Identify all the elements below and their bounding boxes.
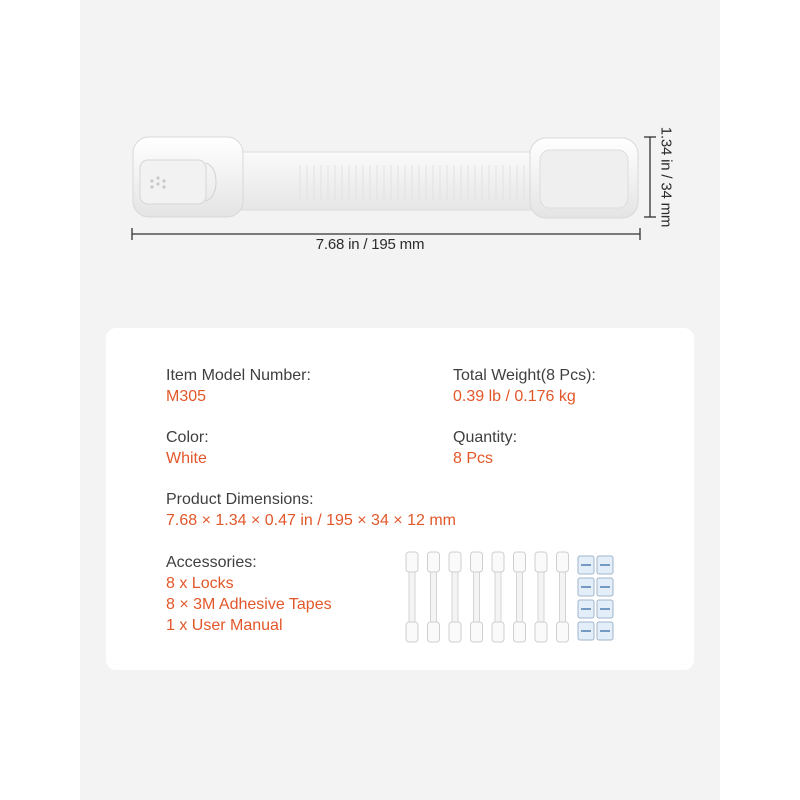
accessory-item: 1 x User Manual <box>166 617 283 634</box>
spec-product-dimensions <box>166 489 456 531</box>
spec-quantity <box>453 427 517 469</box>
mini-lock-icon <box>428 552 440 642</box>
mini-lock-icon <box>406 552 418 642</box>
lock-strap <box>225 152 545 210</box>
mini-adhesive-tape-icon <box>578 578 594 596</box>
spec-model-value: M305 <box>166 388 207 405</box>
mini-adhesive-tape-icon <box>597 578 613 596</box>
mini-lock-icon <box>535 552 547 642</box>
mini-adhesive-tape-icon <box>578 556 594 574</box>
spec-quantity-label: Quantity: <box>453 429 518 446</box>
mini-lock-icon <box>514 552 526 642</box>
lock-left-housing <box>133 137 243 217</box>
spec-model-label: Item Model Number: <box>166 367 311 384</box>
spec-color-value: White <box>166 450 207 467</box>
height-dimension-line <box>644 137 656 217</box>
mini-adhesive-tape-icon <box>578 622 594 640</box>
spec-weight-label: Total Weight(8 Pcs): <box>453 367 596 384</box>
accessory-item: 8 x Locks <box>166 575 234 592</box>
spec-color-label: Color: <box>166 429 209 446</box>
mini-adhesive-tape-icon <box>578 600 594 618</box>
spec-accessories <box>166 552 332 636</box>
mini-lock-icon <box>449 552 461 642</box>
mini-adhesive-tape-icon <box>597 622 613 640</box>
accessory-item: 8 × 3M Adhesive Tapes <box>166 596 332 613</box>
spec-weight <box>453 365 596 407</box>
mini-adhesive-tape-icon <box>597 600 613 618</box>
width-dimension-label: 7.68 in / 195 mm <box>315 236 425 253</box>
spec-accessories-label: Accessories: <box>166 554 257 571</box>
spec-product-dimensions-value: 7.68 × 1.34 × 0.47 in / 195 × 34 × 12 mm <box>166 512 456 529</box>
lock-right-housing <box>530 138 638 218</box>
spec-product-dimensions-label: Product Dimensions: <box>166 491 314 508</box>
mini-lock-icon <box>471 552 483 642</box>
spec-color <box>166 427 209 469</box>
mini-lock-icon <box>557 552 569 642</box>
mini-lock-icon <box>492 552 504 642</box>
mini-adhesive-tape-icon <box>597 556 613 574</box>
spec-model <box>166 365 311 407</box>
spec-quantity-value: 8 Pcs <box>453 450 494 467</box>
product-lock-illustration <box>0 0 800 320</box>
accessories-thumbnail <box>398 548 618 648</box>
spec-weight-value: 0.39 lb / 0.176 kg <box>453 388 576 405</box>
height-dimension-label: 1.34 in / 34 mm <box>657 126 675 228</box>
